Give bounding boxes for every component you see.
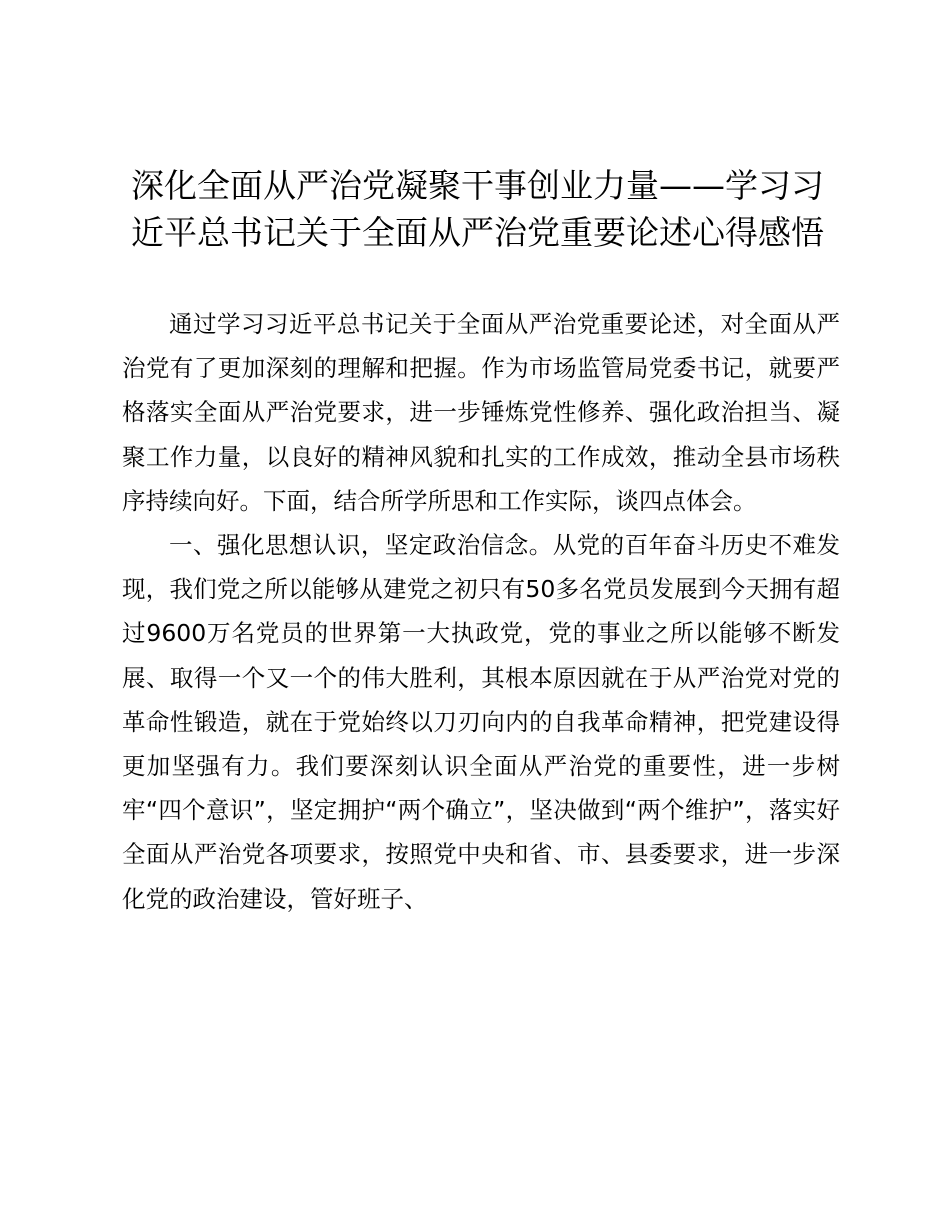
document-title: 深化全面从严治党凝聚干事创业力量——学习习近平总书记关于全面从严治党重要论述心得感悟 (131, 166, 824, 252)
document-body (122, 302, 840, 921)
paragraph-intro: 通过学习习近平总书记关于全面从严治党重要论述，对全面从严治党有了更加深刻的理解和把握。作为市场监管局党委书记，就要严格落实全面从严治党要求，进一步锤炼党性修养、强化政治担当、凝聚工作力量，以良好的精神风貌和扎实的工作成效，推动全县市场秩序持续向好。下面，结合所学所思和工作实际，谈四点体会。 (122, 310, 840, 515)
paragraph-section-one: 一、强化思想认识，坚定政治信念。从党的百年奋斗历史不难发现，我们党之所以能够从建党之初只有50多名党员发展到今天拥有超过9600万名党员的世界第一大执政党，党的事业之所以能够不断发展、取得一个又一个的伟大胜利，其根本原因就在于从严治党对党的革命性锻造，就在于党始终以刀刃向内的自我革命精神，把党建设得更加坚强有力。我们要深刻认识全面从严治党的重要性，进一步树牢“四个意识”，坚定拥护“两个确立”，坚决做到“两个维护”，落实好全面从严治党各项要求，按照党中央和省、市、县委要求，进一步深化党的政治建设，管好班子、 (122, 531, 840, 913)
